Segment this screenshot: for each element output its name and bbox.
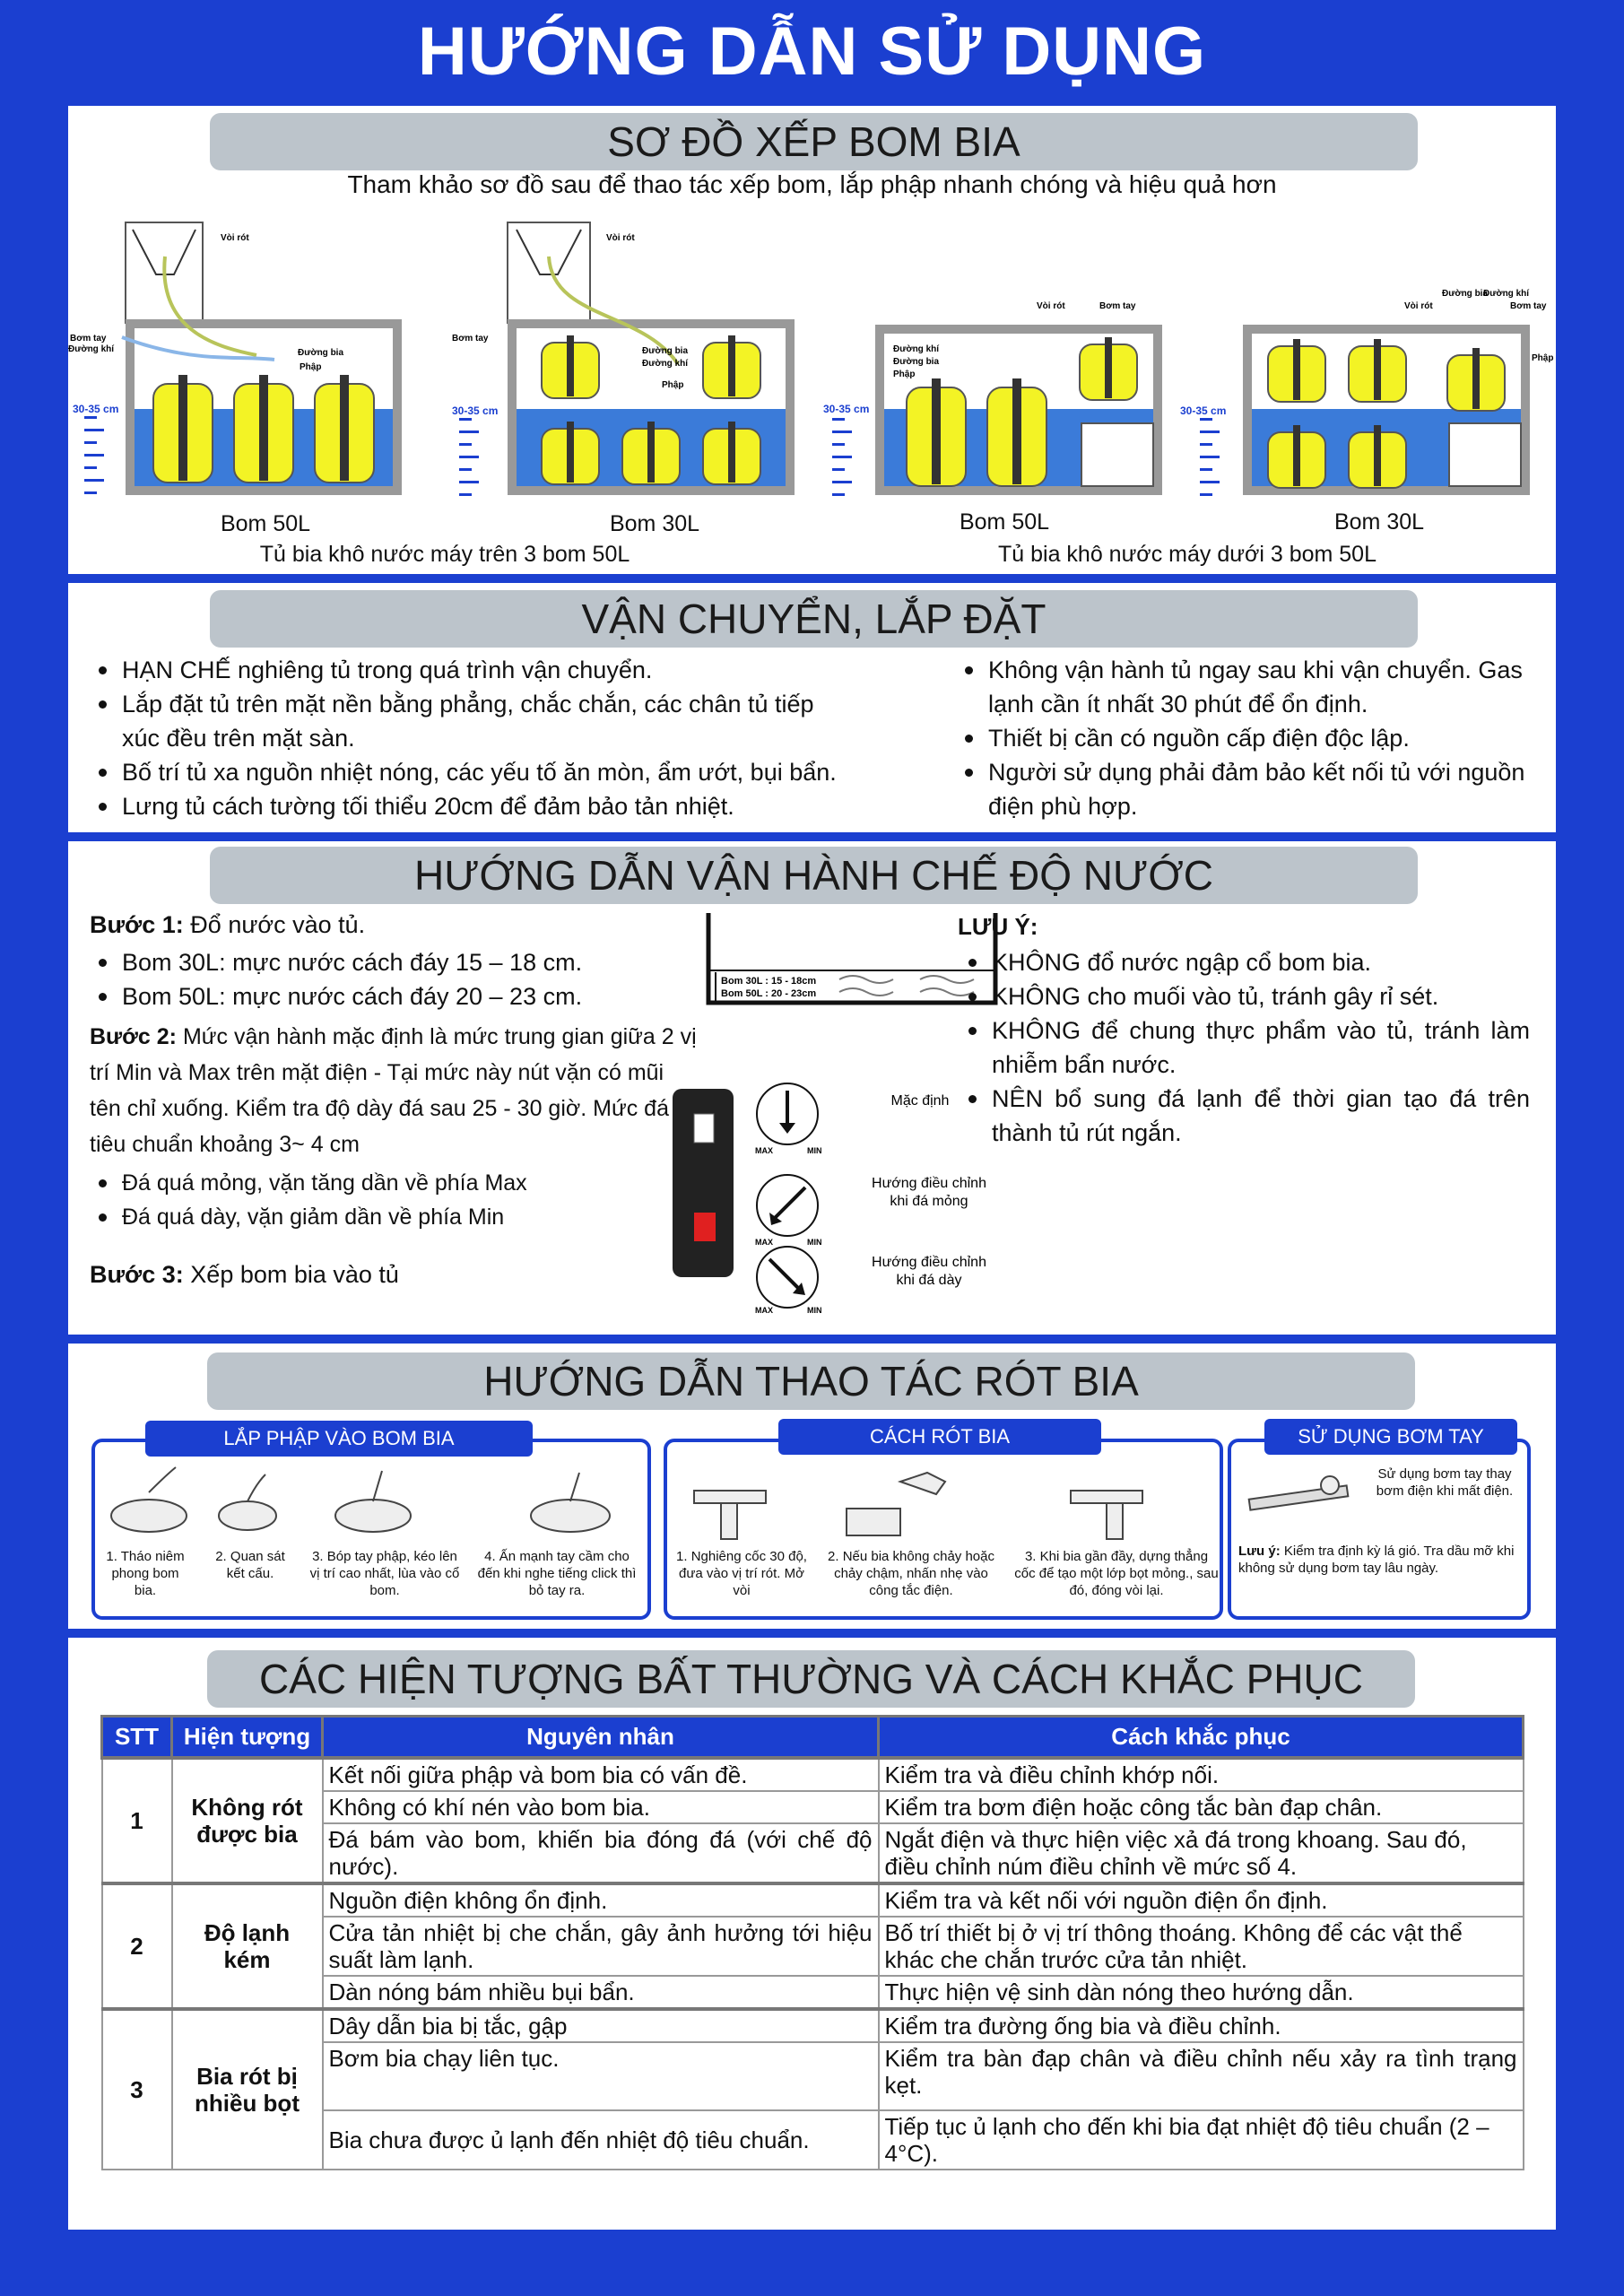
list-item: HẠN CHẾ nghiêng tủ trong quá trình vận chuyển. bbox=[86, 653, 893, 687]
row-cause: Dây dẫn bia bị tắc, gập bbox=[323, 2009, 879, 2042]
row-cause: Dàn nóng bám nhiều bụi bẩn. bbox=[323, 1976, 879, 2009]
hand-pump-icon bbox=[1240, 1469, 1366, 1523]
section-subtitle: Tham khảo sơ đồ sau để thao tác xếp bom, lắp phập nhanh chóng và hiệu quả hơn bbox=[347, 170, 1277, 198]
svg-text:Bơm tay: Bơm tay bbox=[452, 334, 489, 344]
svg-text:Vòi rót: Vòi rót bbox=[606, 233, 635, 243]
troubleshooting-table bbox=[100, 1715, 1524, 2170]
hand-pump-text: Sử dụng bơm tay thay bơm điện khi mất điện. bbox=[1376, 1466, 1514, 1499]
box-hand-pump-label: SỬ DỤNG BƠM TAY bbox=[1264, 1419, 1517, 1455]
step2: Bước 2: Mức vận hành mặc định là mức trung gian giữa 2 vị trí Min và Max trên mặt điện - Tại mức này nút vặn có mũi tên chỉ xuống. Kiểm tra độ dày đá sau 25 - 30 giờ. Mức đá tiêu chuẩn khoảng 3~ 4 cm bbox=[90, 1024, 697, 1157]
row-fix: Tiếp tục ủ lạnh cho đến khi bia đạt nhiệt độ tiêu chuẩn (2 – 4°C). bbox=[879, 2110, 1524, 2170]
row-stt: 1 bbox=[102, 1758, 172, 1883]
pour-step-2: 2. Nếu bia không chảy hoặc chảy chậm, nhấn nhẹ vào công tắc điện. bbox=[828, 1549, 994, 1598]
notes-list bbox=[956, 945, 1530, 1150]
knob3-label: Hướng điều chỉnh khi đá dày bbox=[872, 1255, 986, 1288]
row-stt: 2 bbox=[102, 1883, 172, 2009]
hand-pump-note: Lưu ý: Kiểm tra định kỳ lá gió. Tra dầu mỡ khi không sử dụng bơm tay lâu ngày. bbox=[1238, 1544, 1515, 1576]
knob-default bbox=[755, 1083, 949, 1155]
svg-text:30-35 cm: 30-35 cm bbox=[1180, 404, 1227, 417]
list-item: KHÔNG để chung thực phẩm vào tủ, tránh làm nhiễm bẩn nước. bbox=[956, 1013, 1530, 1082]
section-transport-install bbox=[68, 583, 1556, 832]
row-fix: Kiểm tra đường ống bia và điều chỉnh. bbox=[879, 2009, 1524, 2042]
knob-thick-ice bbox=[755, 1247, 986, 1313]
row-fix: Kiểm tra bàn đạp chân và điều chỉnh nếu xảy ra tình trạng kẹt. bbox=[879, 2042, 1524, 2110]
row-issue: Bia rót bị nhiều bọt bbox=[172, 2009, 323, 2170]
diagram-3 bbox=[823, 301, 1162, 496]
svg-text:Mặc định: Mặc định bbox=[890, 1093, 950, 1109]
list-item: Đá quá mỏng, vặn tăng dần về phía Max bbox=[86, 1166, 642, 1200]
caption-bom-30l-1: Bom 30L bbox=[609, 511, 700, 536]
diagram-1 bbox=[68, 222, 402, 495]
svg-text:Đường bia: Đường bia bbox=[298, 348, 344, 358]
svg-text:Bơm tay: Bơm tay bbox=[70, 334, 107, 344]
row-cause: Cửa tản nhiệt bị che chắn, gây ảnh hưởng tới hiệu suất làm lạnh. bbox=[323, 1917, 879, 1976]
caption-bom-50l-2: Bom 50L bbox=[959, 509, 1050, 535]
coupler-step-1: 1. Tháo niêm phong bom bia. bbox=[106, 1549, 185, 1598]
svg-text:Phập: Phập bbox=[300, 362, 322, 372]
svg-text:Đường bia: Đường bia bbox=[893, 357, 940, 367]
svg-text:Phập: Phập bbox=[893, 370, 916, 379]
keg-layout-diagram bbox=[68, 221, 1556, 499]
box-attach-coupler bbox=[91, 1439, 651, 1620]
list-item: Lắp đặt tủ trên mặt nền bằng phẳng, chắc chắn, các chân tủ tiếp xúc đều trên mặt sàn. bbox=[86, 687, 821, 755]
list-item: Bom 50L: mực nước cách đáy 20 – 23 cm. bbox=[86, 979, 642, 1013]
caption-bom-50l-1: Bom 50L bbox=[220, 511, 311, 536]
row-issue: Độ lạnh kém bbox=[172, 1883, 323, 2009]
svg-text:Đường khí: Đường khí bbox=[893, 344, 940, 354]
svg-text:Vòi rót: Vòi rót bbox=[221, 233, 249, 243]
list-item: Lưng tủ cách tường tối thiểu 20cm để đảm bảo tản nhiệt. bbox=[86, 789, 893, 823]
row-fix: Kiểm tra bơm điện hoặc công tắc bàn đạp chân. bbox=[879, 1791, 1524, 1823]
svg-text:MAX: MAX bbox=[755, 1238, 773, 1247]
step3: Bước 3: Xếp bom bia vào tủ bbox=[90, 1261, 399, 1288]
coupler-step-2: 2. Quan sát kết cấu. bbox=[215, 1549, 285, 1581]
step1: Bước 1: Đổ nước vào tủ. bbox=[90, 911, 366, 938]
section-pouring bbox=[68, 1344, 1556, 1629]
svg-text:MIN: MIN bbox=[807, 1238, 822, 1247]
box-pour-beer bbox=[664, 1439, 1223, 1620]
box-attach-coupler-label: LẮP PHẬP VÀO BOM BIA bbox=[145, 1421, 533, 1457]
group-caption-2: Tủ bia khô nước máy dưới 3 bom 50L bbox=[997, 542, 1376, 567]
table-row bbox=[102, 1883, 1524, 1917]
section-heading: CÁC HIỆN TƯỢNG BẤT THƯỜNG VÀ CÁCH KHẮC PHỤC bbox=[207, 1650, 1415, 1708]
svg-text:Vòi rót: Vòi rót bbox=[1037, 301, 1065, 311]
row-cause: Bia chưa được ủ lạnh đến nhiệt độ tiêu chuẩn. bbox=[323, 2110, 879, 2170]
row-fix: Ngắt điện và thực hiện việc xả đá trong khoang. Sau đó, điều chỉnh núm điều chỉnh về mức số 4. bbox=[879, 1823, 1524, 1883]
row-stt: 3 bbox=[102, 2009, 172, 2170]
row-cause: Đá bám vào bom, khiến bia đóng đá (với chế độ nước). bbox=[323, 1823, 879, 1883]
transport-list-left bbox=[86, 653, 893, 823]
svg-text:Bom 50L : 20 - 23cm: Bom 50L : 20 - 23cm bbox=[721, 988, 817, 999]
row-issue: Không rót được bia bbox=[172, 1758, 323, 1883]
section-heading: VẬN CHUYỂN, LẮP ĐẶT bbox=[210, 590, 1418, 648]
row-fix: Bố trí thiết bị ở vị trí thông thoáng. Không để các vật thể khác che chắn trước cửa tản nhiệt. bbox=[879, 1917, 1524, 1976]
list-item: NÊN bổ sung đá lạnh để thời gian tạo đá trên thành tủ rút ngắn. bbox=[956, 1082, 1530, 1150]
section-heading: SƠ ĐỒ XẾP BOM BIA bbox=[210, 113, 1418, 170]
page-title: HƯỚNG DẪN SỬ DỤNG bbox=[417, 13, 1207, 90]
svg-text:Phập: Phập bbox=[1532, 353, 1554, 363]
svg-text:Đường khí: Đường khí bbox=[1483, 289, 1530, 299]
coupler-step-4: 4. Ấn mạnh tay cầm cho đến khi nghe tiếng click thì bỏ tay ra. bbox=[477, 1549, 637, 1598]
list-item: Bom 30L: mực nước cách đáy 15 – 18 cm. bbox=[86, 945, 642, 979]
coupler-step-3: 3. Bóp tay phập, kéo lên vị trí cao nhất, lùa vào cổ bom. bbox=[309, 1549, 460, 1598]
svg-text:MIN: MIN bbox=[807, 1146, 822, 1155]
list-item: Đá quá dày, vặn giảm dần về phía Min bbox=[86, 1200, 642, 1234]
list-item: Người sử dụng phải đảm bảo kết nối tủ với nguồn điện phù hợp. bbox=[952, 755, 1535, 823]
box-hand-pump bbox=[1228, 1439, 1531, 1620]
diagram-2 bbox=[452, 222, 795, 496]
svg-text:30-35 cm: 30-35 cm bbox=[452, 404, 499, 417]
svg-text:MAX: MAX bbox=[755, 1146, 773, 1155]
header-issue: Hiện tượng bbox=[172, 1717, 323, 1758]
row-fix: Kiểm tra và điều chỉnh khớp nối. bbox=[879, 1758, 1524, 1791]
svg-text:Bơm tay: Bơm tay bbox=[1510, 301, 1547, 311]
list-item: Thiết bị cần có nguồn cấp điện độc lập. bbox=[952, 721, 1535, 755]
svg-text:Phập: Phập bbox=[662, 380, 684, 390]
list-item: Bố trí tủ xa nguồn nhiệt nóng, các yếu tố ăn mòn, ẩm ướt, bụi bẩn. bbox=[86, 755, 893, 789]
header-stt: STT bbox=[102, 1717, 172, 1758]
section-heading: HƯỚNG DẪN VẬN HÀNH CHẾ ĐỘ NƯỚC bbox=[210, 847, 1418, 904]
diagram-4 bbox=[1180, 289, 1553, 496]
row-cause: Nguồn điện không ổn định. bbox=[323, 1883, 879, 1917]
svg-text:MAX: MAX bbox=[755, 1306, 773, 1313]
knob2-label: Hướng điều chỉnh khi đá mỏng bbox=[872, 1176, 986, 1209]
step2-list bbox=[86, 1166, 642, 1234]
pour-illustrations bbox=[676, 1464, 1214, 1544]
row-fix: Thực hiện vệ sinh dàn nóng theo hướng dẫn. bbox=[879, 1976, 1524, 2009]
svg-text:Vòi rót: Vòi rót bbox=[1404, 301, 1433, 311]
water-tank-diagram bbox=[633, 913, 1010, 1065]
svg-text:Đường khí: Đường khí bbox=[642, 359, 689, 369]
table-row bbox=[102, 2009, 1524, 2042]
row-cause: Không có khí nén vào bom bia. bbox=[323, 1791, 879, 1823]
section-heading: HƯỚNG DẪN THAO TÁC RÓT BIA bbox=[207, 1352, 1415, 1410]
step1-list bbox=[86, 945, 642, 1013]
list-item: KHÔNG cho muối vào tủ, tránh gây rỉ sét. bbox=[956, 979, 1530, 1013]
svg-text:30-35 cm: 30-35 cm bbox=[823, 403, 870, 415]
section-water-mode bbox=[68, 841, 1556, 1335]
group-caption-1: Tủ bia khô nước máy trên 3 bom 50L bbox=[259, 542, 630, 567]
row-cause: Bơm bia chạy liên tục. bbox=[323, 2042, 879, 2110]
table-row bbox=[102, 1758, 1524, 1791]
svg-text:Đường khí: Đường khí bbox=[68, 344, 115, 354]
svg-text:Đường bia: Đường bia bbox=[642, 346, 689, 356]
knob-thin-ice bbox=[755, 1175, 986, 1247]
svg-text:MIN: MIN bbox=[807, 1306, 822, 1313]
svg-text:Bơm tay: Bơm tay bbox=[1099, 301, 1136, 311]
list-item: Không vận hành tủ ngay sau khi vận chuyển. Gas lạnh cần ít nhất 30 phút để ổn định. bbox=[952, 653, 1535, 721]
svg-text:Bom 30L : 15 - 18cm: Bom 30L : 15 - 18cm bbox=[721, 976, 817, 987]
caption-bom-30l-2: Bom 30L bbox=[1333, 509, 1425, 535]
box-pour-beer-label: CÁCH RÓT BIA bbox=[778, 1419, 1101, 1455]
section-keg-layout bbox=[68, 106, 1556, 574]
list-item: KHÔNG đổ nước ngập cổ bom bia. bbox=[956, 945, 1530, 979]
table-header-row bbox=[102, 1717, 1524, 1758]
pour-step-3: 3. Khi bia gần đầy, dựng thẳng cốc để tạo một lớp bọt mỏng., sau đó, đóng vòi lại. bbox=[1014, 1549, 1219, 1598]
svg-text:30-35 cm: 30-35 cm bbox=[73, 403, 119, 415]
note-title: LƯU Ý: bbox=[958, 913, 1038, 940]
coupler-illustrations bbox=[104, 1465, 642, 1546]
pour-step-1: 1. Nghiêng cốc 30 độ, đưa vào vị trí rót. Mở vòi bbox=[676, 1549, 807, 1598]
svg-text:Đường bia: Đường bia bbox=[1442, 289, 1489, 299]
row-fix: Kiểm tra và kết nối với nguồn điện ổn định. bbox=[879, 1883, 1524, 1917]
row-cause: Kết nối giữa phập và bom bia có vấn đề. bbox=[323, 1758, 879, 1791]
header-cause: Nguyên nhân bbox=[323, 1717, 879, 1758]
transport-list-right bbox=[952, 653, 1535, 823]
header-fix: Cách khắc phục bbox=[879, 1717, 1524, 1758]
